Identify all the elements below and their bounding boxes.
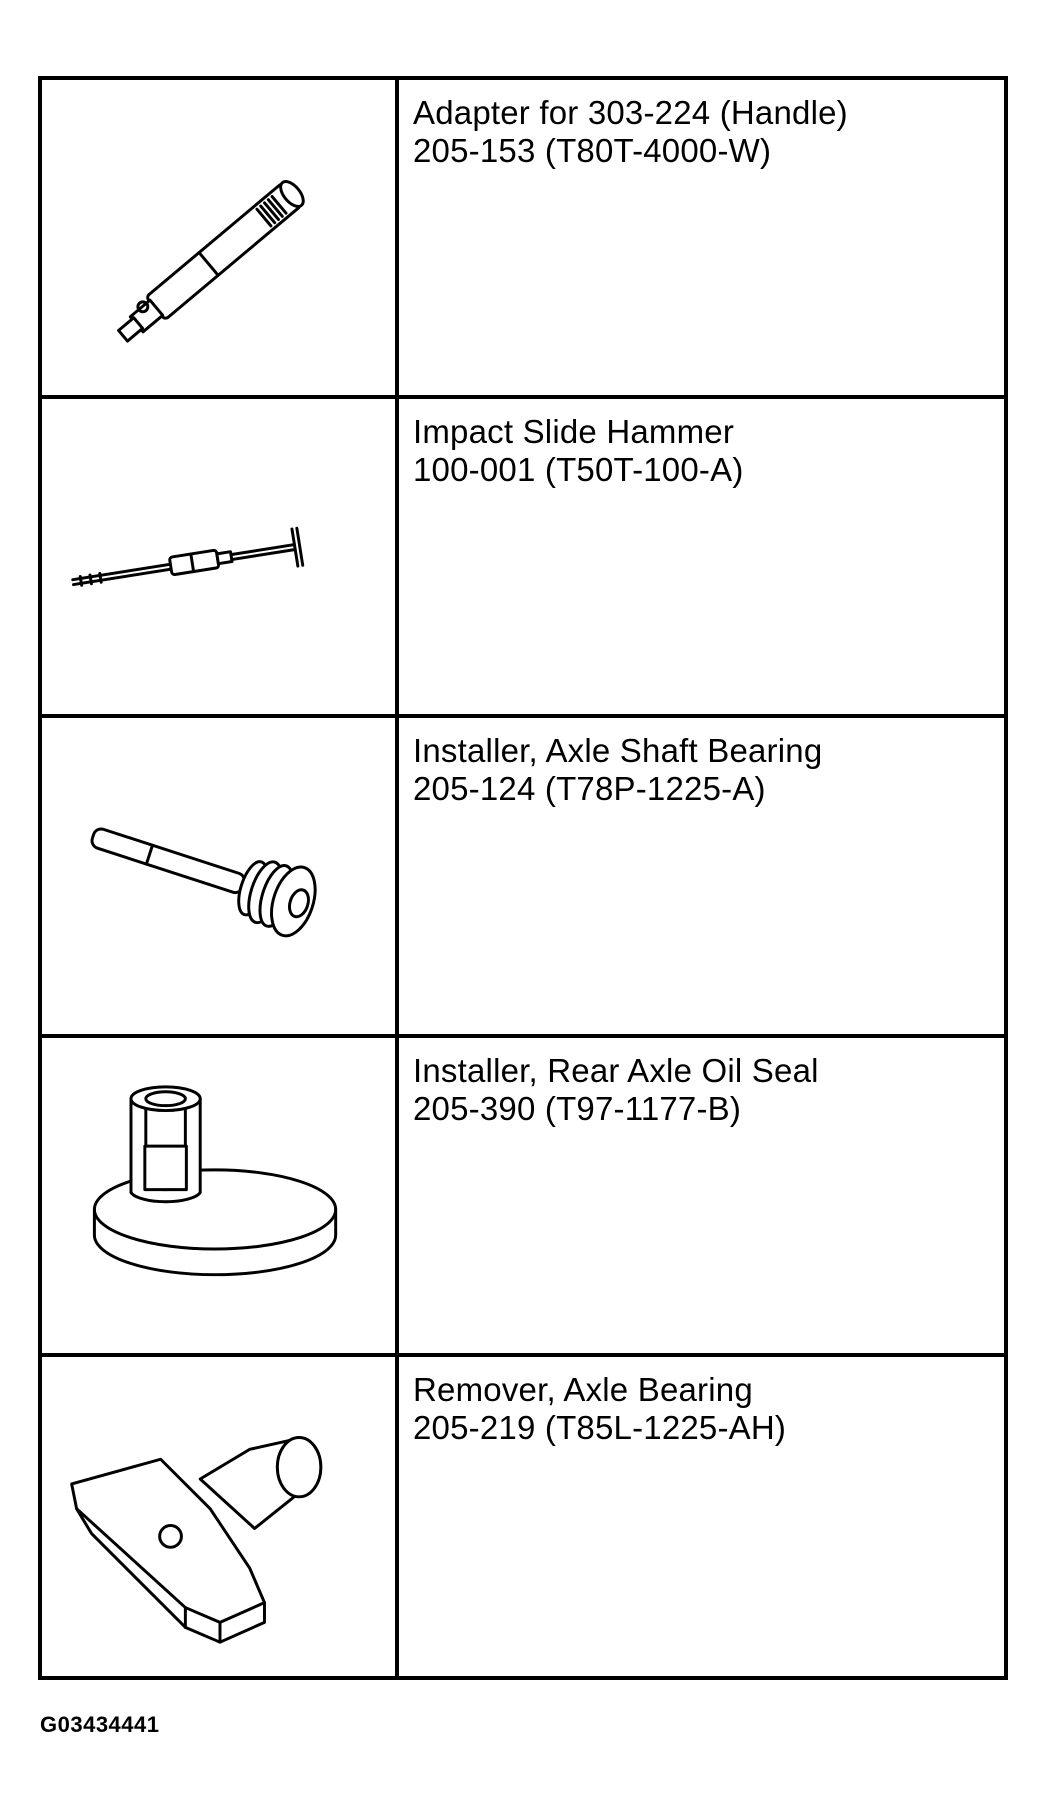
tool-row bbox=[42, 80, 1004, 399]
tool-name: Adapter for 303-224 (Handle) bbox=[413, 94, 848, 131]
tool-illustration-cell bbox=[42, 718, 399, 1033]
tool-description bbox=[399, 1357, 1004, 1676]
tool-part-number: 205-219 (T85L-1225-AH) bbox=[413, 1408, 787, 1446]
tool-name: Impact Slide Hammer bbox=[413, 413, 735, 451]
tool-row bbox=[42, 1038, 1004, 1357]
tool-description bbox=[399, 718, 1004, 1033]
tool-part-number: 205-124 (T78P-1225-A) bbox=[413, 770, 766, 808]
tool-description bbox=[399, 80, 1004, 395]
tool-illustration-cell bbox=[42, 80, 399, 395]
figure-id: G03434441 bbox=[40, 1712, 160, 1737]
slide-hammer-icon bbox=[42, 399, 395, 714]
tool-illustration-cell bbox=[42, 399, 399, 714]
tool-illustration-cell bbox=[42, 1357, 399, 1676]
bearing-remover-icon bbox=[42, 1357, 395, 1676]
handle-adapter-icon bbox=[42, 80, 395, 395]
tool-illustration-cell bbox=[42, 1038, 399, 1353]
special-tools-table bbox=[38, 76, 1008, 1680]
bearing-installer-icon bbox=[42, 718, 395, 1033]
tool-row bbox=[42, 399, 1004, 718]
tool-description bbox=[399, 399, 1004, 714]
tool-description bbox=[399, 1038, 1004, 1353]
tool-name: Installer, Axle Shaft Bearing bbox=[413, 732, 823, 770]
oil-seal-installer-icon bbox=[42, 1038, 395, 1353]
tool-name: Remover, Axle Bearing bbox=[413, 1370, 753, 1408]
tool-part-number: 205-390 (T97-1177-B) bbox=[413, 1089, 742, 1127]
tool-row bbox=[42, 718, 1004, 1037]
tool-name: Installer, Rear Axle Oil Seal bbox=[413, 1051, 819, 1089]
tool-part-number: 100-001 (T50T-100-A) bbox=[413, 451, 744, 489]
tool-row bbox=[42, 1357, 1004, 1676]
tool-part-number: 205-153 (T80T-4000-W) bbox=[413, 132, 772, 169]
